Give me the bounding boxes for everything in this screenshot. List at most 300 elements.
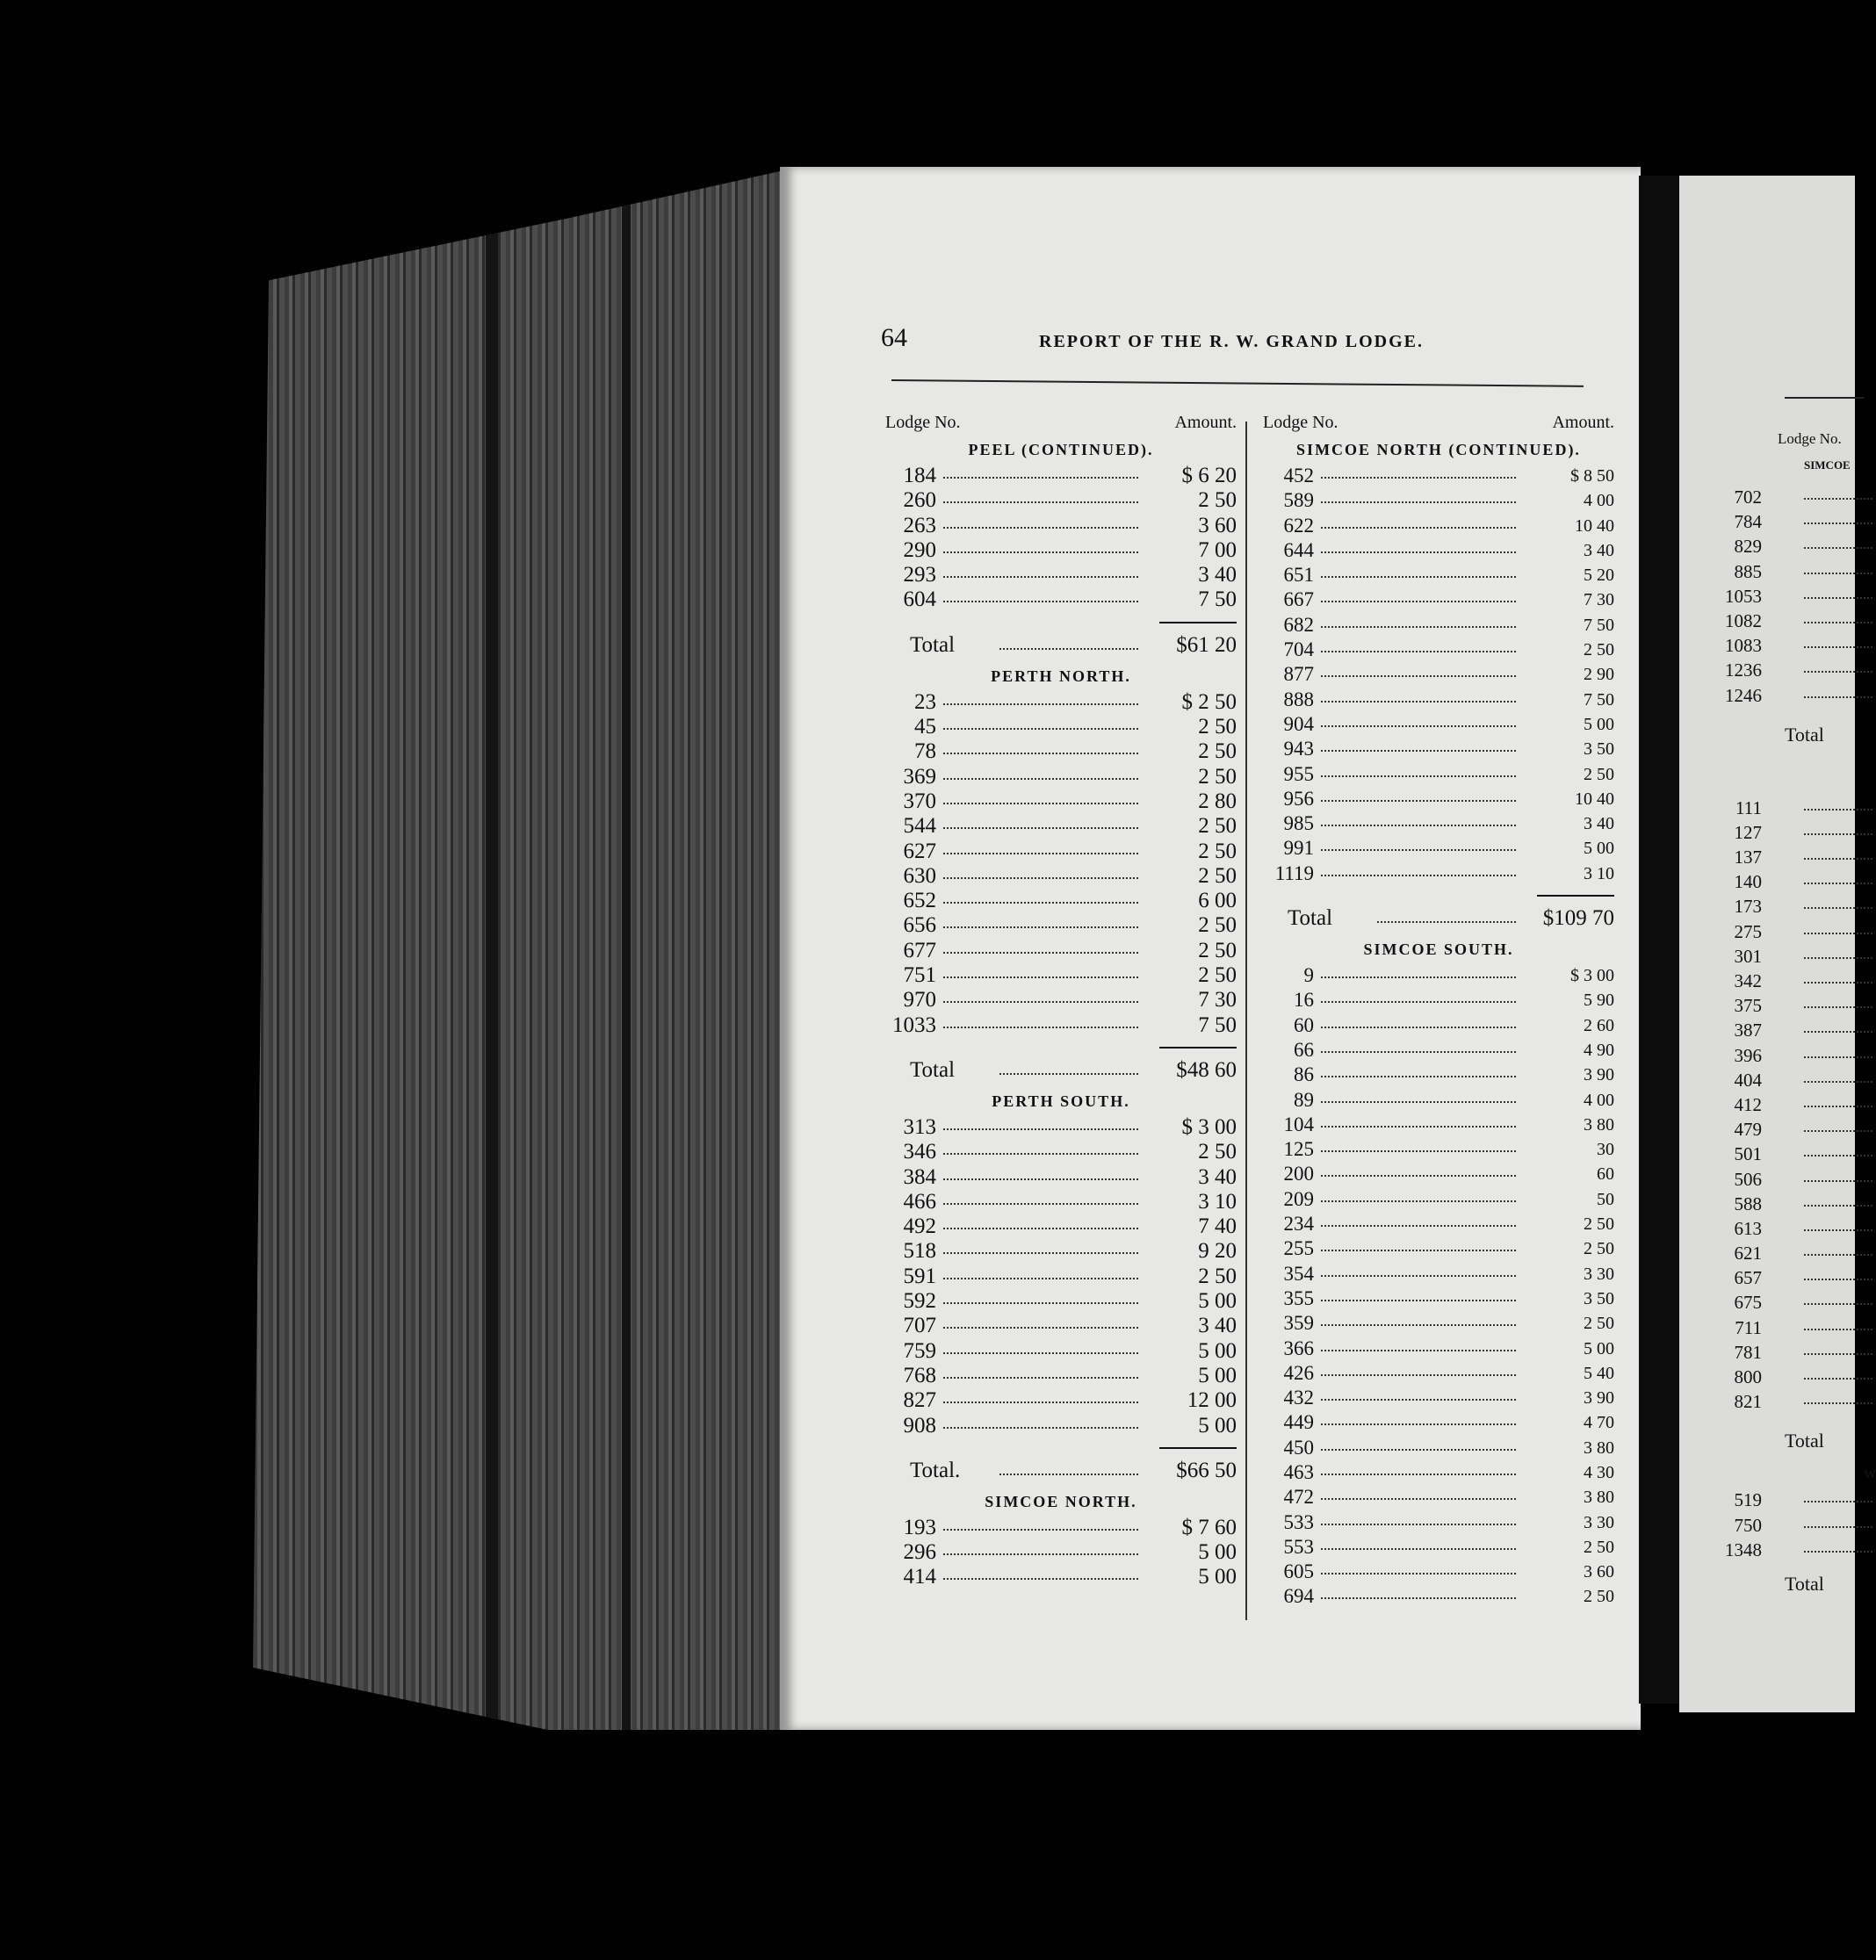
next-page-rule — [1785, 397, 1864, 399]
leader-dots — [1804, 597, 1872, 599]
amount-value: 12 00 — [1187, 1388, 1237, 1413]
leader-dots — [1321, 576, 1516, 578]
leader-dots — [1321, 626, 1516, 628]
leader-dots — [1321, 1423, 1516, 1425]
lodge-number: 781 — [1734, 1341, 1762, 1363]
amount-value: 3 40 — [1584, 814, 1614, 834]
next-page-fragment — [1679, 176, 1876, 1712]
table-row — [1263, 1162, 1614, 1186]
right-column — [1263, 413, 1614, 1610]
list-item — [1732, 1142, 1872, 1166]
leader-dots — [943, 926, 1138, 928]
lodge-number: 750 — [1734, 1514, 1762, 1536]
list-item — [1725, 633, 1872, 658]
lodge-number: 375 — [1734, 995, 1762, 1017]
leader-dots — [1804, 622, 1872, 623]
list-item — [1732, 485, 1872, 509]
leader-dots — [1321, 1374, 1516, 1376]
amount-value: 3 10 — [1584, 863, 1614, 883]
leader-dots — [1804, 1329, 1872, 1330]
lodge-number: 908 — [903, 1413, 936, 1438]
lodge-number: 404 — [1734, 1069, 1762, 1091]
lodge-number: 66 — [1294, 1038, 1314, 1061]
table-row — [1263, 1013, 1614, 1038]
amount-value: 7 30 — [1584, 590, 1614, 610]
leader-dots — [943, 551, 1138, 553]
table-row — [1263, 1337, 1614, 1361]
amount-value: 10 40 — [1575, 789, 1614, 809]
lodge-number: 137 — [1734, 847, 1762, 868]
leader-dots — [1804, 1353, 1872, 1355]
lodge-number: 450 — [1283, 1436, 1314, 1459]
list-item — [1732, 509, 1872, 534]
leader-dots — [1804, 498, 1872, 500]
leader-dots — [1321, 1350, 1516, 1351]
leader-dots — [1804, 1279, 1872, 1280]
lodge-number: 200 — [1283, 1163, 1314, 1185]
lodge-number: 492 — [903, 1214, 936, 1239]
book-page-edges — [253, 171, 780, 1730]
table-row — [1263, 688, 1614, 712]
amount-value: 2 50 — [1198, 814, 1237, 839]
total-amount: $66 50 — [1176, 1458, 1237, 1482]
lodge-number: 675 — [1734, 1292, 1762, 1314]
lodge-number: 1083 — [1725, 635, 1762, 657]
table-row — [1263, 1262, 1614, 1286]
lodge-number: 369 — [903, 764, 936, 789]
lodge-number: 694 — [1283, 1585, 1314, 1608]
total-row — [885, 1456, 1237, 1486]
leader-dots — [943, 601, 1138, 602]
list-item — [1732, 1389, 1872, 1414]
amount-value: 2 50 — [1584, 1587, 1614, 1607]
lodge-number: 313 — [903, 1114, 936, 1139]
leader-dots — [943, 1001, 1138, 1003]
amount-value: 2 80 — [1198, 789, 1237, 813]
leader-dots — [943, 576, 1138, 578]
list-item — [1732, 845, 1872, 869]
lodge-number: 622 — [1283, 514, 1314, 537]
table-row — [885, 1364, 1237, 1388]
leader-dots — [943, 1228, 1138, 1229]
leader-dots — [943, 1203, 1138, 1205]
amount-value: 2 50 — [1198, 913, 1237, 938]
leader-dots — [943, 1327, 1138, 1329]
amount-value: 2 90 — [1584, 665, 1614, 685]
amount-value: 3 40 — [1584, 540, 1614, 560]
table-row — [1263, 1410, 1614, 1435]
leader-dots — [1804, 1402, 1872, 1404]
amount-value: $ 3 00 — [1181, 1114, 1237, 1139]
list-item — [1732, 1340, 1872, 1365]
lodge-number: 104 — [1283, 1113, 1314, 1135]
lodge-number: 604 — [903, 587, 936, 612]
table-row — [1263, 514, 1614, 538]
leader-dots — [943, 803, 1138, 804]
amount-value: 9 20 — [1198, 1239, 1237, 1264]
leader-dots — [943, 477, 1138, 479]
table-row — [885, 514, 1237, 538]
table-row — [885, 814, 1237, 839]
table-row — [1263, 1436, 1614, 1460]
leader-dots — [1804, 809, 1872, 811]
table-row — [1263, 488, 1614, 513]
amount-value: 10 40 — [1575, 515, 1614, 536]
leader-dots — [1321, 800, 1516, 802]
leader-dots — [1804, 1303, 1872, 1305]
amount-value: 5 90 — [1584, 991, 1614, 1011]
section-title: PERTH SOUTH. — [992, 1092, 1130, 1110]
table-row — [1263, 662, 1614, 687]
table-row — [1263, 538, 1614, 563]
list-item — [1732, 1068, 1872, 1092]
table-row — [885, 1140, 1237, 1164]
leader-dots — [1321, 1324, 1516, 1326]
edge-shadow-band — [622, 171, 631, 1730]
table-row — [1263, 1584, 1614, 1609]
lodge-number: 387 — [1734, 1020, 1762, 1041]
lodge-number: 193 — [903, 1515, 936, 1539]
lodge-number: 877 — [1283, 663, 1314, 686]
table-row — [885, 587, 1237, 612]
list-item — [1732, 1018, 1872, 1042]
lodge-number: 125 — [1283, 1138, 1314, 1161]
edge-shadow-band — [486, 171, 498, 1730]
total-rule — [1159, 1447, 1237, 1449]
leader-dots — [943, 1377, 1138, 1379]
leader-dots — [1804, 1378, 1872, 1380]
leader-dots — [1321, 1597, 1516, 1599]
lodge-number: 1082 — [1725, 609, 1762, 631]
leader-dots — [943, 877, 1138, 879]
lodge-number: 827 — [903, 1388, 936, 1413]
leader-dots — [1321, 1150, 1516, 1152]
leader-dots — [943, 753, 1138, 754]
table-row — [1263, 1485, 1614, 1510]
list-item — [1732, 1365, 1872, 1389]
amount-value: 3 90 — [1584, 1065, 1614, 1085]
amount-value: 3 80 — [1584, 1114, 1614, 1135]
leader-dots — [1321, 1175, 1516, 1177]
leader-dots — [1321, 1449, 1516, 1451]
lodge-number: 234 — [1283, 1213, 1314, 1236]
amount-value: 7 00 — [1198, 537, 1237, 562]
list-item — [1732, 534, 1872, 558]
leader-dots — [1804, 1551, 1872, 1553]
amount-value: 7 30 — [1198, 988, 1237, 1012]
leader-dots — [1321, 1027, 1516, 1028]
amount-value: 2 50 — [1584, 764, 1614, 784]
amount-value: 5 00 — [1198, 1289, 1237, 1314]
leader-dots — [1321, 551, 1516, 553]
leader-dots — [1321, 849, 1516, 851]
leader-dots — [943, 976, 1138, 978]
leader-dots — [943, 1578, 1138, 1580]
table-row — [1263, 1063, 1614, 1087]
list-item — [1732, 894, 1872, 919]
leader-dots — [1321, 701, 1516, 703]
page-title: REPORT OF THE R. W. GRAND LODGE. — [1039, 332, 1424, 351]
leader-dots — [1321, 1076, 1516, 1077]
lodge-number: 355 — [1283, 1286, 1314, 1309]
table-row — [1263, 1560, 1614, 1584]
lodge-number: 627 — [903, 839, 936, 863]
lodge-number: 45 — [914, 715, 936, 739]
leader-dots — [943, 1553, 1138, 1555]
column-divider — [1245, 422, 1247, 1620]
lodge-number: 466 — [903, 1189, 936, 1214]
lodge-number: 955 — [1283, 762, 1314, 785]
total-amount: $109 70 — [1542, 906, 1614, 931]
section-title: PEEL (CONTINUED). — [968, 441, 1154, 458]
amount-value: 3 10 — [1198, 1189, 1237, 1214]
leader-dots — [943, 1027, 1138, 1028]
leader-dots — [1804, 1526, 1872, 1528]
total-row — [885, 631, 1237, 660]
leader-dots — [1321, 1126, 1516, 1128]
next-page-subheader: SIMCOE — [1804, 458, 1851, 472]
lodge-number: 1236 — [1725, 659, 1762, 681]
lodge-number: 656 — [903, 913, 936, 938]
leader-dots — [1804, 671, 1872, 673]
table-row — [1263, 613, 1614, 638]
leader-dots — [1804, 1254, 1872, 1256]
lodge-number: 255 — [1283, 1237, 1314, 1260]
list-item — [1732, 820, 1872, 845]
amount-value: $ 7 60 — [1181, 1515, 1237, 1539]
table-row — [1263, 1137, 1614, 1162]
table-row — [885, 1339, 1237, 1364]
leader-dots — [1321, 501, 1516, 503]
leader-dots — [1804, 573, 1872, 574]
lodge-number: 60 — [1294, 1013, 1314, 1036]
amount-value: 5 00 — [1584, 714, 1614, 734]
amount-value: 5 20 — [1584, 566, 1614, 586]
amount-value: 2 50 — [1198, 715, 1237, 739]
leader-dots — [1321, 527, 1516, 529]
lodge-number: 127 — [1734, 821, 1762, 843]
list-item — [1732, 1488, 1872, 1512]
lodge-number: 682 — [1283, 613, 1314, 636]
amount-value: 2 50 — [1584, 1537, 1614, 1557]
amount-value: 3 50 — [1584, 1288, 1614, 1308]
table-row — [885, 988, 1237, 1012]
amount-value: 2 50 — [1198, 863, 1237, 888]
list-item — [1732, 1043, 1872, 1068]
lodge-number: 657 — [1734, 1267, 1762, 1289]
table-row — [885, 864, 1237, 889]
list-item — [1732, 1092, 1872, 1117]
leader-dots — [1804, 883, 1872, 884]
lodge-number: 970 — [903, 988, 936, 1012]
leader-dots — [943, 952, 1138, 954]
leader-dots — [943, 1178, 1138, 1180]
table-row — [885, 563, 1237, 587]
leader-dots — [999, 1474, 1138, 1475]
total-label: Total — [1785, 1430, 1824, 1452]
leader-dots — [943, 1302, 1138, 1304]
leader-dots — [1804, 957, 1872, 959]
table-row — [1263, 638, 1614, 662]
table-row — [885, 1265, 1237, 1289]
lodge-number: 9 — [1303, 964, 1314, 987]
list-item — [1725, 584, 1872, 609]
leader-dots — [1804, 1106, 1872, 1107]
list-item — [1725, 683, 1872, 708]
lodge-number: 506 — [1734, 1168, 1762, 1190]
leader-dots — [943, 827, 1138, 829]
table-row — [885, 488, 1237, 513]
book-gutter — [1639, 176, 1681, 1704]
table-row — [1263, 1187, 1614, 1212]
table-row — [1263, 762, 1614, 787]
lodge-number: 589 — [1283, 489, 1314, 512]
table-row — [885, 690, 1237, 715]
leader-dots — [943, 1128, 1138, 1130]
lodge-number: 1246 — [1725, 684, 1762, 706]
table-row — [885, 913, 1237, 938]
table-row — [885, 889, 1237, 913]
leader-dots — [1804, 1229, 1872, 1231]
table-row — [885, 715, 1237, 739]
table-row — [1263, 1212, 1614, 1236]
next-page-header: Lodge No. — [1778, 430, 1842, 447]
leader-dots — [943, 1402, 1138, 1403]
lodge-number: 1053 — [1725, 585, 1762, 607]
table-row — [1263, 1386, 1614, 1410]
lodge-number: 1033 — [892, 1012, 936, 1037]
amount-value: 3 40 — [1198, 563, 1237, 587]
lodge-number: 414 — [903, 1565, 936, 1589]
list-item — [1732, 796, 1872, 820]
amount-value: 4 00 — [1584, 1090, 1614, 1110]
list-item — [1732, 993, 1872, 1018]
amount-value: 5 40 — [1584, 1363, 1614, 1383]
table-row — [1263, 861, 1614, 886]
lodge-number: 359 — [1283, 1312, 1314, 1335]
table-row — [1263, 963, 1614, 988]
lodge-number: 519 — [1734, 1489, 1762, 1511]
table-row — [1263, 836, 1614, 861]
table-row — [1263, 464, 1614, 488]
amount-value: 50 — [1597, 1189, 1614, 1209]
column-header — [885, 413, 1237, 439]
table-row — [885, 1165, 1237, 1190]
lodge-no-header: Lodge No. — [1263, 413, 1338, 432]
leader-dots — [1804, 522, 1872, 524]
lodge-number: 588 — [1734, 1193, 1762, 1214]
table-row — [885, 1239, 1237, 1264]
lodge-number: 472 — [1283, 1486, 1314, 1509]
lodge-number: 396 — [1734, 1044, 1762, 1066]
lodge-number: 354 — [1283, 1262, 1314, 1285]
lodge-number: 591 — [903, 1264, 936, 1288]
leader-dots — [1321, 1573, 1516, 1574]
lodge-number: 821 — [1734, 1391, 1762, 1413]
lodge-number: 991 — [1283, 837, 1314, 860]
total-label: Total. — [910, 1458, 961, 1482]
lodge-number: 346 — [903, 1140, 936, 1164]
list-item — [1732, 1290, 1872, 1315]
list-item — [1732, 1167, 1872, 1192]
lodge-number: 800 — [1734, 1366, 1762, 1387]
leader-dots — [1321, 750, 1516, 752]
amount-value: 2 50 — [1198, 488, 1237, 513]
amount-value: 3 50 — [1584, 739, 1614, 760]
lodge-number: 553 — [1283, 1535, 1314, 1558]
amount-value: 3 60 — [1198, 513, 1237, 537]
section-title: SIMCOE NORTH (CONTINUED). — [1296, 441, 1581, 458]
amount-value: 5 00 — [1584, 839, 1614, 859]
lodge-number: 140 — [1734, 871, 1762, 893]
table-row — [1263, 988, 1614, 1012]
table-row — [885, 1289, 1237, 1314]
leader-dots — [943, 1153, 1138, 1155]
lodge-number: 605 — [1283, 1560, 1314, 1583]
lodge-number: 533 — [1283, 1510, 1314, 1533]
amount-value: 2 50 — [1584, 640, 1614, 660]
leader-dots — [1321, 1001, 1516, 1003]
lodge-number: 751 — [903, 963, 936, 988]
lodge-number: 184 — [903, 464, 936, 487]
lodge-number: 704 — [1283, 638, 1314, 661]
table-row — [885, 1314, 1237, 1338]
amount-header: Amount. — [1552, 413, 1614, 432]
amount-value: 4 70 — [1584, 1413, 1614, 1433]
table-row — [885, 1013, 1237, 1038]
total-amount: $61 20 — [1176, 632, 1237, 657]
leader-dots — [1321, 1548, 1516, 1550]
amount-value: 2 50 — [1584, 1239, 1614, 1259]
lodge-number: 613 — [1734, 1217, 1762, 1239]
leader-dots — [1804, 696, 1872, 698]
leader-dots — [1321, 1225, 1516, 1227]
lodge-number: 985 — [1283, 812, 1314, 835]
amount-value: 5 00 — [1198, 1413, 1237, 1438]
list-item — [1732, 1192, 1872, 1216]
leader-dots — [943, 853, 1138, 854]
lodge-number: 293 — [903, 563, 936, 587]
leader-dots — [1321, 825, 1516, 826]
lodge-number: 342 — [1734, 970, 1762, 991]
table-row — [1263, 1361, 1614, 1386]
table-row — [885, 538, 1237, 563]
lodge-number: 86 — [1294, 1063, 1314, 1086]
table-row — [885, 765, 1237, 789]
lodge-number: 518 — [903, 1239, 936, 1264]
list-item — [1725, 658, 1872, 682]
table-row — [885, 1540, 1237, 1565]
table-row — [1263, 1236, 1614, 1261]
section-title: SIMCOE NORTH. — [985, 1492, 1137, 1510]
amount-value: 3 80 — [1584, 1488, 1614, 1508]
lodge-number: 432 — [1283, 1387, 1314, 1409]
lodge-number: 943 — [1283, 738, 1314, 760]
lodge-number: 621 — [1734, 1243, 1762, 1265]
amount-value: 2 50 — [1198, 1264, 1237, 1288]
total-rule — [1537, 895, 1614, 897]
lodge-number: 784 — [1734, 511, 1762, 533]
lodge-number: 829 — [1734, 536, 1762, 558]
list-item — [1732, 1241, 1872, 1265]
table-row — [1263, 1535, 1614, 1560]
leader-dots — [999, 1073, 1138, 1075]
total-amount: $48 60 — [1176, 1057, 1237, 1082]
leader-dots — [1321, 976, 1516, 978]
section-title: PERTH NORTH. — [991, 667, 1131, 685]
amount-value: 2 50 — [1198, 764, 1237, 789]
table-row — [1263, 1286, 1614, 1311]
